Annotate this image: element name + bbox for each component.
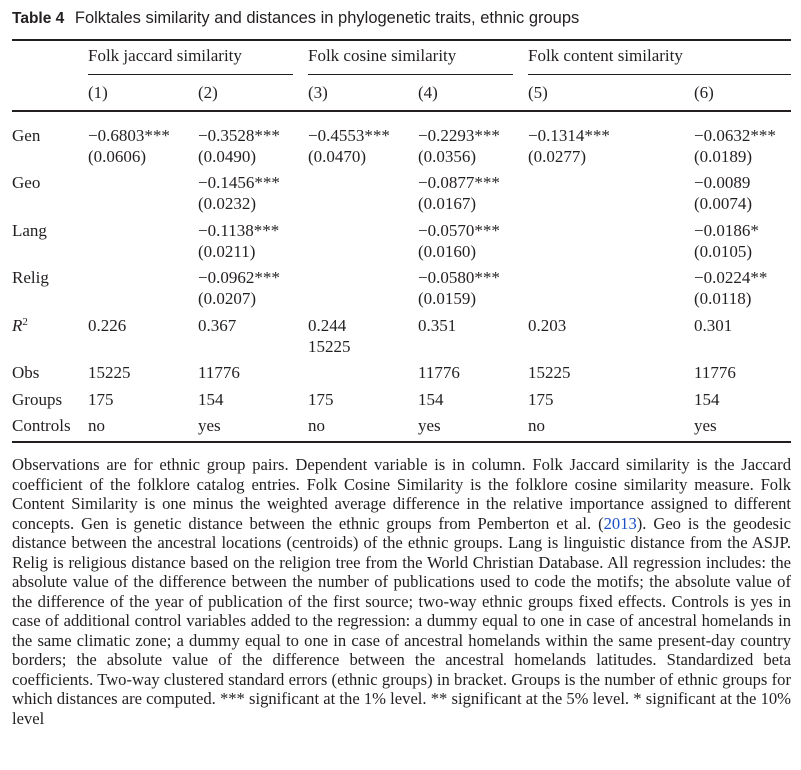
- bottom-rule: [12, 441, 791, 443]
- table-cell-value: 0.351: [418, 316, 457, 335]
- header-rule: [12, 110, 791, 112]
- table-cell-value: 11776: [198, 363, 240, 382]
- table-cell-secondary: (0.0490): [198, 147, 257, 166]
- table-cell-value: −0.1138***: [198, 221, 280, 240]
- table-cell-value: no: [88, 416, 105, 435]
- table-cell-secondary: (0.0356): [418, 147, 477, 166]
- table-cell-value: −0.1314***: [528, 126, 610, 145]
- table-cell-value: 0.301: [694, 316, 733, 335]
- row-label: Controls: [12, 416, 71, 435]
- table-cell-secondary: (0.0232): [198, 194, 257, 213]
- table-cell-value: 154: [694, 390, 720, 409]
- table-notes: [12, 455, 791, 728]
- table-cell-value: 0.367: [198, 316, 237, 335]
- row-label: [12, 315, 28, 336]
- column-header-2: (2): [198, 83, 218, 102]
- column-header-6: (6): [694, 83, 714, 102]
- table-title: Folktales similarity and distances in phylogenetic traits, ethnic groups: [74, 9, 580, 27]
- row-label: Gen: [12, 126, 41, 145]
- group-header-content: Folk content similarity: [528, 46, 683, 65]
- table-cell-value: −0.0580***: [418, 268, 500, 287]
- table-cell-secondary: 15225: [308, 337, 351, 356]
- table-cell-value: −0.0962***: [198, 268, 280, 287]
- table-cell-secondary: (0.0189): [694, 147, 753, 166]
- table-cell-secondary: (0.0105): [694, 242, 753, 261]
- table-cell-secondary: (0.0074): [694, 194, 753, 213]
- table-cell-secondary: (0.0118): [694, 289, 752, 308]
- table-cell-secondary: (0.0159): [418, 289, 477, 308]
- table-cell-value: −0.4553***: [308, 126, 390, 145]
- row-label: Relig: [12, 268, 49, 287]
- table-cell-value: −0.0632***: [694, 126, 776, 145]
- column-header-5: (5): [528, 83, 548, 102]
- row-label-superscript: 2: [22, 316, 28, 328]
- table-cell-value: yes: [418, 416, 441, 435]
- table-cell-secondary: (0.0160): [418, 242, 477, 261]
- table-cell-value: 175: [308, 390, 334, 409]
- column-header-1: (1): [88, 83, 108, 102]
- table-cell-value: no: [528, 416, 545, 435]
- table-label: Table 4: [12, 10, 65, 27]
- group-header-jaccard: Folk jaccard similarity: [88, 46, 242, 65]
- table-cell-value: 175: [528, 390, 554, 409]
- table-cell-value: −0.3528***: [198, 126, 280, 145]
- table-cell-value: no: [308, 416, 325, 435]
- row-label: Lang: [12, 221, 47, 240]
- row-label: Groups: [12, 390, 63, 409]
- table-cell-value: 0.226: [88, 316, 127, 335]
- group-underline-content: [528, 74, 791, 75]
- notes-text-after-citation: ). Geo is the geodesic distance between the ancestral locations (centroids) of the ethnic groups. Lang is linguistic distance from the ASJP. Relig is religious distance based on the religion tree from the World Christian Database. All regression includes: the absolute value of the difference between the number of publications used to code the motifs; the absolute value of the difference of the year of publication of the first source; two-way ethnic groups fixed effects. Controls is yes in case of additional control variables added to the regression: a dummy equal to one in case of ancestral homelands in the same climatic zone; a dummy equal to one in case of ancestral homelands within the same present-day country borders; the absolute value of the difference between the ancestral homelands latitudes. Standardized beta coefficients. Two-way clustered standard errors (ethnic groups) in bracket. Groups is the number of ethnic groups for which distances are computed. *** significant at the 1% level. ** significant at the 5% level. * significant at the 10% level: [12, 513, 791, 728]
- table-cell-value: 15225: [88, 363, 131, 382]
- top-rule: [12, 39, 791, 41]
- table-cell-value: 0.244: [308, 316, 347, 335]
- table-cell-value: −0.0570***: [418, 221, 500, 240]
- table-cell-value: 154: [418, 390, 444, 409]
- table-cell-secondary: (0.0606): [88, 147, 147, 166]
- table-cell-secondary: (0.0277): [528, 147, 587, 166]
- table-cell-value: −0.0186*: [694, 221, 759, 240]
- table-cell-value: −0.1456***: [198, 173, 280, 192]
- row-label: Obs: [12, 363, 40, 382]
- table-cell-value: 11776: [694, 363, 736, 382]
- table-cell-value: −0.6803***: [88, 126, 170, 145]
- table-cell-value: 11776: [418, 363, 460, 382]
- table-cell-value: yes: [198, 416, 221, 435]
- citation-link[interactable]: 2013: [603, 513, 637, 533]
- table-cell-value: 154: [198, 390, 224, 409]
- table-cell-value: −0.0877***: [418, 173, 500, 192]
- table-cell-value: 175: [88, 390, 114, 409]
- group-underline-jaccard: [88, 74, 293, 75]
- group-header-cosine: Folk cosine similarity: [308, 46, 457, 65]
- notes-text-before-citation: Observations are for ethnic group pairs. Dependent variable is in column. Folk Jaccard similarity is the Jaccard coefficient of the folklore catalog entries. Folk Cosine Similarity is the folklore cosine similarity measure. Folk Content Similarity is one minus the weighted average difference in the relative importance assigned to different concepts. Gen is genetic distance between the ethnic groups from Pemberton et al. (: [12, 455, 791, 533]
- table-cell-value: yes: [694, 416, 717, 435]
- table-cell-secondary: (0.0211): [198, 242, 256, 261]
- table-cell-secondary: (0.0470): [308, 147, 367, 166]
- table-cell-value: 15225: [528, 363, 571, 382]
- table-cell-secondary: (0.0167): [418, 194, 477, 213]
- group-underline-cosine: [308, 74, 513, 75]
- column-header-3: (3): [308, 83, 328, 102]
- table-cell-secondary: (0.0207): [198, 289, 257, 308]
- row-label-text: R: [12, 316, 23, 335]
- table-cell-value: 0.203: [528, 316, 567, 335]
- row-label: Geo: [12, 173, 41, 192]
- table-cell-value: −0.0224**: [694, 268, 768, 287]
- table-cell-value: −0.2293***: [418, 126, 500, 145]
- table-caption: [12, 9, 579, 28]
- column-header-4: (4): [418, 83, 438, 102]
- table-cell-value: −0.0089: [694, 173, 751, 192]
